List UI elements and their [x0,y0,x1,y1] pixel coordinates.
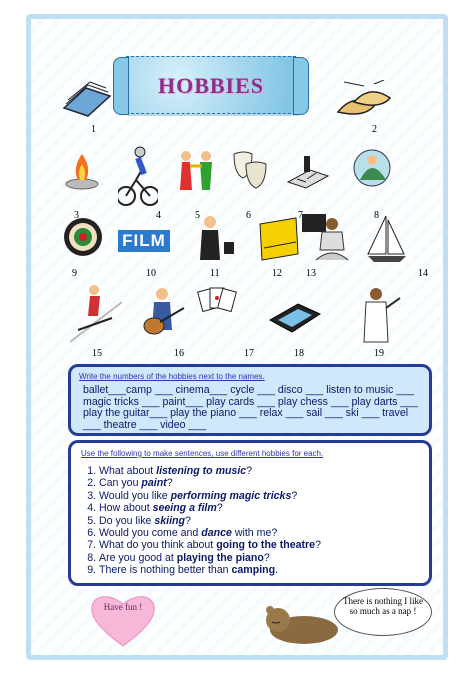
number-label: 2 [372,124,377,135]
sleeping-bear-icon [258,600,342,646]
number-label: 18 [294,348,304,359]
dartboard-icon [62,216,104,258]
painter-icon [350,286,404,346]
ballet-shoes-icon [334,80,394,120]
list-item: 8. Are you good at playing the piano? [99,552,321,564]
exercise-1-instruction: Write the numbers of the hobbies next to the names. [79,372,265,381]
list-item: 1. What about listening to music? [99,465,321,477]
title-banner [126,56,296,114]
number-label: 13 [306,268,316,279]
number-label: 8 [374,210,379,221]
exercise-1-box [68,364,432,436]
cyclist-icon [118,146,158,208]
magician-icon [196,214,236,262]
skier-icon [68,282,124,344]
number-label: 11 [210,268,220,279]
sailboat-icon [364,214,410,264]
exercise-2-instruction: Use the following to make sentences, use different hobbies for each. [81,449,324,458]
number-label: 3 [74,210,79,221]
number-label: 15 [92,348,102,359]
piano-icon [256,214,302,264]
number-label: 4 [156,210,161,221]
list-item: 4. How about seeing a film? [99,502,321,514]
number-label: 6 [246,210,251,221]
exercise-2-box [68,440,432,586]
meditating-man-icon [312,216,352,266]
number-label: 9 [72,268,77,279]
number-label: 19 [374,348,384,359]
number-label: 14 [418,268,428,279]
dancers-icon [176,150,220,196]
number-label: 1 [91,124,96,135]
theatre-masks-icon [232,150,268,192]
speech-bubble-text: There is nothing I like so much as a nap ! [343,596,423,616]
list-item: 7. What do you think about going to the theatre? [99,539,321,551]
book-icon [60,80,114,118]
number-label: 12 [272,268,282,279]
film-sign: FILM [118,230,170,252]
traveler-icon [350,146,396,194]
guitarist-icon [140,286,186,344]
list-item: 2. Can you paint? [99,477,321,489]
exercise-1-hobby-list: ballet___camp ___ cinema___ cycle ___ disco ___ listen to music ___ magic tricks ___ paint___ play cards ___ play chess ___ play darts ___ play the guitar___ play the piano ___ relax ___ sail ___ ski ___ travel ___ theatre ___ video ___ [83,384,419,431]
video-cassette-icon [268,300,322,338]
number-label: 10 [146,268,156,279]
number-label: 5 [195,210,200,221]
number-label: 16 [174,348,184,359]
page-title: HOBBIES [157,73,265,98]
number-label: 7 [298,210,303,221]
list-item: 3. Would you like performing magic tricks? [99,490,321,502]
heart-icon [88,590,158,650]
heart-text: Have fun ! [103,602,143,612]
chessboard-icon [286,152,330,190]
list-item: 5. Do you like skiing? [99,515,321,527]
campfire-icon [62,150,102,190]
list-item: 9. There is nothing better than camping. [99,564,321,576]
list-item: 6. Would you come and dance with me? [99,527,321,539]
banner-curl-right [293,57,309,115]
playing-cards-icon [196,286,240,334]
number-label: 17 [244,348,254,359]
sentence-list [81,465,321,577]
